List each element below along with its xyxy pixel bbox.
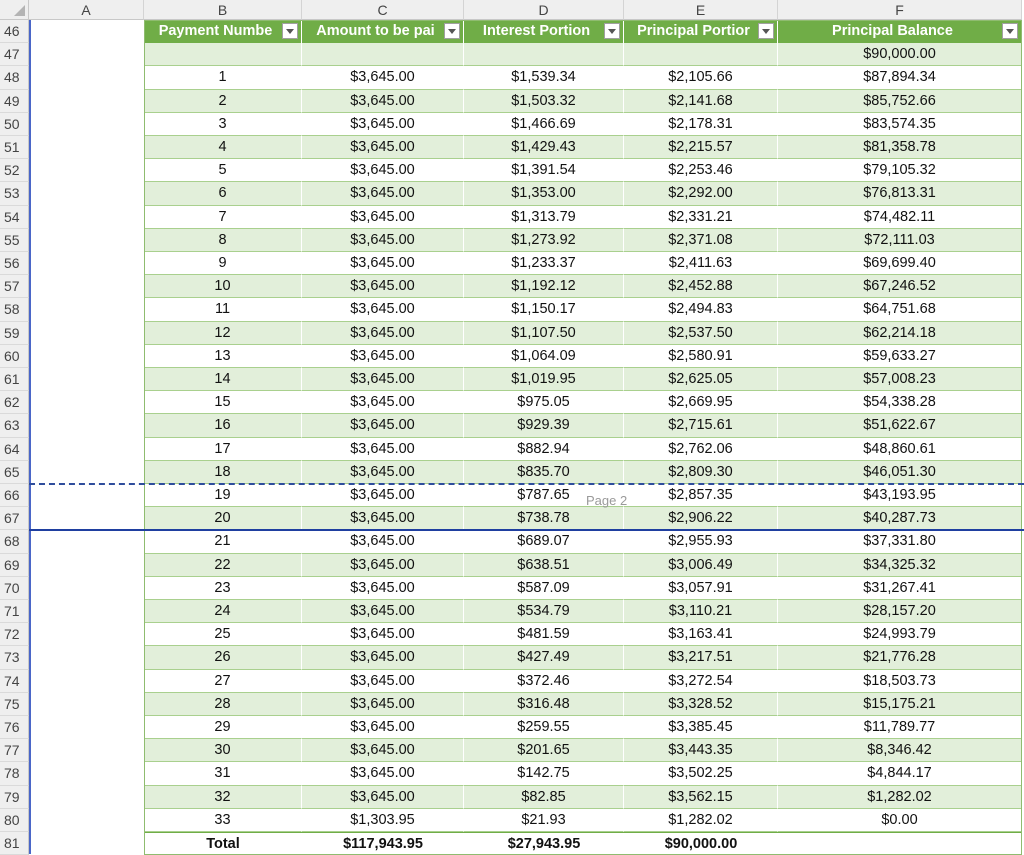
row-header[interactable]: 50 bbox=[0, 113, 29, 136]
table-cell[interactable]: $3,645.00 bbox=[302, 159, 464, 182]
table-cell[interactable]: $3,645.00 bbox=[302, 345, 464, 368]
table-cell[interactable]: $3,645.00 bbox=[302, 90, 464, 113]
table-cell[interactable]: $3,645.00 bbox=[302, 484, 464, 507]
table-cell[interactable] bbox=[624, 43, 778, 66]
table-cell[interactable]: 16 bbox=[144, 414, 302, 437]
table-cell[interactable]: $24,993.79 bbox=[778, 623, 1022, 646]
table-cell[interactable]: 19 bbox=[144, 484, 302, 507]
table-cell[interactable]: $3,645.00 bbox=[302, 298, 464, 321]
table-cell[interactable]: $4,844.17 bbox=[778, 762, 1022, 785]
table-cell[interactable]: $2,857.35 bbox=[624, 484, 778, 507]
table-cell[interactable]: $1,391.54 bbox=[464, 159, 624, 182]
table-cell[interactable]: $3,502.25 bbox=[624, 762, 778, 785]
row-header[interactable]: 58 bbox=[0, 298, 29, 321]
table-cell[interactable]: $2,141.68 bbox=[624, 90, 778, 113]
table-cell[interactable]: 12 bbox=[144, 322, 302, 345]
table-cell[interactable]: $90,000.00 bbox=[778, 43, 1022, 66]
total-cell[interactable]: $90,000.00 bbox=[624, 832, 778, 855]
table-cell[interactable]: $3,645.00 bbox=[302, 206, 464, 229]
select-all-icon bbox=[14, 5, 25, 16]
table-cell[interactable]: 13 bbox=[144, 345, 302, 368]
column-header-c[interactable]: C bbox=[302, 0, 464, 20]
table-header-cell[interactable] bbox=[624, 20, 778, 43]
filter-dropdown-icon[interactable] bbox=[444, 23, 460, 39]
table-cell[interactable]: $787.65 bbox=[464, 484, 624, 507]
column-header-f[interactable]: F bbox=[778, 0, 1022, 20]
row-header[interactable]: 65 bbox=[0, 461, 29, 484]
table-cell[interactable]: $2,715.61 bbox=[624, 414, 778, 437]
table-cell[interactable]: $2,494.83 bbox=[624, 298, 778, 321]
table-cell[interactable]: $316.48 bbox=[464, 693, 624, 716]
row-header[interactable]: 71 bbox=[0, 600, 29, 623]
table-cell[interactable]: 17 bbox=[144, 438, 302, 461]
table-cell[interactable]: $1,150.17 bbox=[464, 298, 624, 321]
table-cell[interactable]: 7 bbox=[144, 206, 302, 229]
table-cell[interactable]: $1,282.02 bbox=[624, 809, 778, 832]
table-cell[interactable]: $81,358.78 bbox=[778, 136, 1022, 159]
row-header[interactable]: 49 bbox=[0, 90, 29, 113]
table-cell[interactable]: $1,503.32 bbox=[464, 90, 624, 113]
table-cell[interactable]: $2,580.91 bbox=[624, 345, 778, 368]
row-header[interactable]: 81 bbox=[0, 832, 29, 855]
table-cell[interactable]: 28 bbox=[144, 693, 302, 716]
row-header[interactable]: 63 bbox=[0, 414, 29, 437]
table-cell[interactable]: $3,645.00 bbox=[302, 391, 464, 414]
table-cell[interactable]: 31 bbox=[144, 762, 302, 785]
table-cell[interactable]: $3,645.00 bbox=[302, 113, 464, 136]
table-cell[interactable]: $481.59 bbox=[464, 623, 624, 646]
row-header[interactable]: 74 bbox=[0, 670, 29, 693]
row-header[interactable]: 51 bbox=[0, 136, 29, 159]
table-cell[interactable]: $3,385.45 bbox=[624, 716, 778, 739]
row-header[interactable]: 59 bbox=[0, 322, 29, 345]
table-cell[interactable]: $21,776.28 bbox=[778, 646, 1022, 669]
table-cell[interactable]: $689.07 bbox=[464, 530, 624, 553]
table-cell[interactable]: $59,633.27 bbox=[778, 345, 1022, 368]
table-header-cell[interactable] bbox=[778, 20, 1022, 43]
table-header-label: Principal Portior bbox=[637, 23, 750, 39]
table-cell[interactable]: 18 bbox=[144, 461, 302, 484]
table-cell[interactable]: $1,303.95 bbox=[302, 809, 464, 832]
table-cell[interactable]: $54,338.28 bbox=[778, 391, 1022, 414]
table-cell[interactable]: $3,645.00 bbox=[302, 693, 464, 716]
table-cell[interactable]: $79,105.32 bbox=[778, 159, 1022, 182]
table-cell[interactable]: $929.39 bbox=[464, 414, 624, 437]
table-cell[interactable]: $1,539.34 bbox=[464, 66, 624, 89]
table-cell[interactable]: 14 bbox=[144, 368, 302, 391]
table-cell[interactable]: 23 bbox=[144, 577, 302, 600]
table-cell[interactable]: $83,574.35 bbox=[778, 113, 1022, 136]
table-cell[interactable]: $2,955.93 bbox=[624, 530, 778, 553]
row-header[interactable]: 62 bbox=[0, 391, 29, 414]
table-cell[interactable]: $3,645.00 bbox=[302, 600, 464, 623]
table-cell[interactable]: $1,353.00 bbox=[464, 182, 624, 205]
table-cell[interactable]: $67,246.52 bbox=[778, 275, 1022, 298]
table-cell[interactable]: $72,111.03 bbox=[778, 229, 1022, 252]
page-boundary-left bbox=[29, 20, 31, 854]
table-cell[interactable]: $46,051.30 bbox=[778, 461, 1022, 484]
table-header-label: Payment Numbe bbox=[158, 23, 273, 39]
row-header[interactable]: 52 bbox=[0, 159, 29, 182]
table-cell[interactable]: 30 bbox=[144, 739, 302, 762]
page-boundary-line bbox=[29, 529, 1024, 531]
table-cell[interactable]: $3,645.00 bbox=[302, 577, 464, 600]
table-cell[interactable]: $51,622.67 bbox=[778, 414, 1022, 437]
column-header-a[interactable]: A bbox=[29, 0, 144, 20]
table-cell[interactable]: $85,752.66 bbox=[778, 90, 1022, 113]
row-header[interactable]: 61 bbox=[0, 368, 29, 391]
row-header[interactable]: 56 bbox=[0, 252, 29, 275]
row-header[interactable]: 75 bbox=[0, 693, 29, 716]
table-cell[interactable]: $372.46 bbox=[464, 670, 624, 693]
table-cell[interactable]: $28,157.20 bbox=[778, 600, 1022, 623]
table-cell[interactable]: 24 bbox=[144, 600, 302, 623]
row-header[interactable]: 48 bbox=[0, 66, 29, 89]
table-cell[interactable] bbox=[302, 43, 464, 66]
table-cell[interactable]: 32 bbox=[144, 786, 302, 809]
table-cell[interactable]: $3,272.54 bbox=[624, 670, 778, 693]
table-cell[interactable]: $2,253.46 bbox=[624, 159, 778, 182]
table-cell[interactable]: $1,233.37 bbox=[464, 252, 624, 275]
table-cell[interactable]: $31,267.41 bbox=[778, 577, 1022, 600]
table-cell[interactable]: $1,466.69 bbox=[464, 113, 624, 136]
table-cell[interactable]: $57,008.23 bbox=[778, 368, 1022, 391]
table-cell[interactable]: $2,331.21 bbox=[624, 206, 778, 229]
table-cell[interactable]: 5 bbox=[144, 159, 302, 182]
table-cell[interactable]: $1,273.92 bbox=[464, 229, 624, 252]
table-cell[interactable]: $3,645.00 bbox=[302, 182, 464, 205]
table-header-cell[interactable] bbox=[464, 20, 624, 43]
row-header[interactable]: 55 bbox=[0, 229, 29, 252]
row-header[interactable]: 69 bbox=[0, 554, 29, 577]
table-cell[interactable]: $3,645.00 bbox=[302, 136, 464, 159]
table-cell[interactable]: $3,645.00 bbox=[302, 438, 464, 461]
table-cell[interactable]: $3,645.00 bbox=[302, 461, 464, 484]
row-header[interactable]: 72 bbox=[0, 623, 29, 646]
row-header[interactable]: 70 bbox=[0, 577, 29, 600]
table-cell[interactable]: $427.49 bbox=[464, 646, 624, 669]
row-header[interactable]: 67 bbox=[0, 507, 29, 530]
row-header[interactable]: 77 bbox=[0, 739, 29, 762]
filter-dropdown-icon[interactable] bbox=[282, 23, 298, 39]
table-cell[interactable]: $3,645.00 bbox=[302, 507, 464, 530]
filter-dropdown-icon[interactable] bbox=[604, 23, 620, 39]
table-cell[interactable]: $11,789.77 bbox=[778, 716, 1022, 739]
table-cell[interactable] bbox=[464, 43, 624, 66]
table-cell[interactable]: $2,178.31 bbox=[624, 113, 778, 136]
filter-dropdown-icon[interactable] bbox=[758, 23, 774, 39]
table-cell[interactable]: $2,906.22 bbox=[624, 507, 778, 530]
table-cell[interactable]: $2,411.63 bbox=[624, 252, 778, 275]
table-cell[interactable]: $2,809.30 bbox=[624, 461, 778, 484]
column-header-e[interactable]: E bbox=[624, 0, 778, 20]
table-header-label: Principal Balance bbox=[832, 23, 953, 39]
row-header[interactable]: 60 bbox=[0, 345, 29, 368]
table-cell[interactable]: $2,292.00 bbox=[624, 182, 778, 205]
row-header[interactable]: 47 bbox=[0, 43, 29, 66]
table-cell[interactable]: $534.79 bbox=[464, 600, 624, 623]
table-cell[interactable]: 15 bbox=[144, 391, 302, 414]
filter-dropdown-icon[interactable] bbox=[1002, 23, 1018, 39]
table-cell[interactable]: $21.93 bbox=[464, 809, 624, 832]
table-cell[interactable]: $3,645.00 bbox=[302, 368, 464, 391]
table-cell[interactable]: 11 bbox=[144, 298, 302, 321]
column-header-b[interactable]: B bbox=[144, 0, 302, 20]
row-header[interactable]: 53 bbox=[0, 182, 29, 205]
page-label: Page 2 bbox=[586, 493, 628, 509]
table-cell[interactable]: $76,813.31 bbox=[778, 182, 1022, 205]
table-header-label: Interest Portion bbox=[482, 23, 591, 39]
table-cell[interactable]: $1,313.79 bbox=[464, 206, 624, 229]
table-cell[interactable]: $1,282.02 bbox=[778, 786, 1022, 809]
table-cell[interactable]: $3,110.21 bbox=[624, 600, 778, 623]
row-header[interactable]: 79 bbox=[0, 786, 29, 809]
table-cell[interactable]: $3,057.91 bbox=[624, 577, 778, 600]
table-cell[interactable]: $3,645.00 bbox=[302, 322, 464, 345]
table-cell[interactable]: $37,331.80 bbox=[778, 530, 1022, 553]
table-cell[interactable]: $142.75 bbox=[464, 762, 624, 785]
table-cell[interactable]: 4 bbox=[144, 136, 302, 159]
table-cell[interactable]: $3,645.00 bbox=[302, 646, 464, 669]
table-cell[interactable]: $3,645.00 bbox=[302, 252, 464, 275]
table-cell[interactable]: $2,215.57 bbox=[624, 136, 778, 159]
table-cell[interactable]: $8,346.42 bbox=[778, 739, 1022, 762]
table-cell[interactable]: $3,645.00 bbox=[302, 670, 464, 693]
table-cell[interactable]: $15,175.21 bbox=[778, 693, 1022, 716]
table-cell[interactable]: $3,443.35 bbox=[624, 739, 778, 762]
table-cell[interactable]: $2,625.05 bbox=[624, 368, 778, 391]
table-header-cell[interactable] bbox=[144, 20, 302, 43]
table-cell[interactable]: $48,860.61 bbox=[778, 438, 1022, 461]
row-header[interactable]: 68 bbox=[0, 530, 29, 553]
table-cell[interactable]: $835.70 bbox=[464, 461, 624, 484]
table-cell[interactable]: $1,107.50 bbox=[464, 322, 624, 345]
table-cell[interactable]: 3 bbox=[144, 113, 302, 136]
table-cell[interactable]: $69,699.40 bbox=[778, 252, 1022, 275]
row-header[interactable]: 78 bbox=[0, 762, 29, 785]
table-cell[interactable]: $3,645.00 bbox=[302, 275, 464, 298]
table-cell[interactable]: $3,645.00 bbox=[302, 739, 464, 762]
table-cell[interactable]: 20 bbox=[144, 507, 302, 530]
table-cell[interactable]: $1,192.12 bbox=[464, 275, 624, 298]
table-cell[interactable]: $64,751.68 bbox=[778, 298, 1022, 321]
table-cell[interactable]: $40,287.73 bbox=[778, 507, 1022, 530]
table-cell[interactable]: $2,762.06 bbox=[624, 438, 778, 461]
table-cell[interactable]: $587.09 bbox=[464, 577, 624, 600]
total-cell[interactable] bbox=[778, 832, 1022, 855]
table-cell[interactable]: $3,645.00 bbox=[302, 229, 464, 252]
table-cell[interactable]: 21 bbox=[144, 530, 302, 553]
table-cell[interactable]: 26 bbox=[144, 646, 302, 669]
total-cell[interactable]: $27,943.95 bbox=[464, 832, 624, 855]
table-cell[interactable]: 22 bbox=[144, 554, 302, 577]
total-cell[interactable]: Total bbox=[144, 832, 302, 855]
table-cell[interactable]: 6 bbox=[144, 182, 302, 205]
column-header-d[interactable]: D bbox=[464, 0, 624, 20]
table-cell[interactable]: 9 bbox=[144, 252, 302, 275]
table-cell[interactable] bbox=[144, 43, 302, 66]
table-cell[interactable]: $2,371.08 bbox=[624, 229, 778, 252]
table-cell[interactable]: $3,217.51 bbox=[624, 646, 778, 669]
table-cell[interactable]: $3,645.00 bbox=[302, 414, 464, 437]
table-cell[interactable]: $3,645.00 bbox=[302, 554, 464, 577]
table-cell[interactable]: $74,482.11 bbox=[778, 206, 1022, 229]
table-cell[interactable]: $3,645.00 bbox=[302, 66, 464, 89]
table-cell[interactable]: $3,645.00 bbox=[302, 530, 464, 553]
table-cell[interactable]: $82.85 bbox=[464, 786, 624, 809]
table-cell[interactable]: $738.78 bbox=[464, 507, 624, 530]
row-header[interactable]: 80 bbox=[0, 809, 29, 832]
table-cell[interactable]: $87,894.34 bbox=[778, 66, 1022, 89]
table-cell[interactable]: $3,645.00 bbox=[302, 762, 464, 785]
table-cell[interactable]: 29 bbox=[144, 716, 302, 739]
row-header[interactable]: 57 bbox=[0, 275, 29, 298]
table-cell[interactable]: $1,064.09 bbox=[464, 345, 624, 368]
row-header[interactable]: 76 bbox=[0, 716, 29, 739]
table-cell[interactable]: 27 bbox=[144, 670, 302, 693]
table-cell[interactable]: $975.05 bbox=[464, 391, 624, 414]
table-header-label: Amount to be pai bbox=[316, 23, 435, 39]
table-cell[interactable]: $2,452.88 bbox=[624, 275, 778, 298]
select-all-corner[interactable] bbox=[0, 0, 29, 20]
table-cell[interactable]: $2,537.50 bbox=[624, 322, 778, 345]
table-cell[interactable]: 33 bbox=[144, 809, 302, 832]
table-cell[interactable]: $34,325.32 bbox=[778, 554, 1022, 577]
table-cell[interactable]: $638.51 bbox=[464, 554, 624, 577]
table-cell[interactable]: $43,193.95 bbox=[778, 484, 1022, 507]
table-cell[interactable]: $2,669.95 bbox=[624, 391, 778, 414]
total-cell[interactable]: $117,943.95 bbox=[302, 832, 464, 855]
table-cell[interactable]: 10 bbox=[144, 275, 302, 298]
row-header[interactable]: 64 bbox=[0, 438, 29, 461]
table-cell[interactable]: $882.94 bbox=[464, 438, 624, 461]
table-cell[interactable]: $0.00 bbox=[778, 809, 1022, 832]
row-header[interactable]: 46 bbox=[0, 20, 29, 43]
page-break-line bbox=[29, 483, 1024, 485]
table-cell[interactable]: $18,503.73 bbox=[778, 670, 1022, 693]
table-header-cell[interactable] bbox=[302, 20, 464, 43]
table-cell[interactable]: 1 bbox=[144, 66, 302, 89]
table-cell[interactable]: $3,328.52 bbox=[624, 693, 778, 716]
table-cell[interactable]: 8 bbox=[144, 229, 302, 252]
row-header[interactable]: 54 bbox=[0, 206, 29, 229]
row-header[interactable]: 66 bbox=[0, 484, 29, 507]
table-cell[interactable]: $259.55 bbox=[464, 716, 624, 739]
table-cell[interactable]: $3,006.49 bbox=[624, 554, 778, 577]
table-cell[interactable]: 2 bbox=[144, 90, 302, 113]
table-cell[interactable]: $201.65 bbox=[464, 739, 624, 762]
table-cell[interactable]: $3,645.00 bbox=[302, 716, 464, 739]
table-cell[interactable]: $1,429.43 bbox=[464, 136, 624, 159]
table-cell[interactable]: $2,105.66 bbox=[624, 66, 778, 89]
row-header[interactable]: 73 bbox=[0, 646, 29, 669]
table-cell[interactable]: $3,645.00 bbox=[302, 623, 464, 646]
table-cell[interactable]: $3,163.41 bbox=[624, 623, 778, 646]
table-cell[interactable]: 25 bbox=[144, 623, 302, 646]
table-cell[interactable]: $3,645.00 bbox=[302, 786, 464, 809]
table-cell[interactable]: $3,562.15 bbox=[624, 786, 778, 809]
table-cell[interactable]: $1,019.95 bbox=[464, 368, 624, 391]
table-cell[interactable]: $62,214.18 bbox=[778, 322, 1022, 345]
